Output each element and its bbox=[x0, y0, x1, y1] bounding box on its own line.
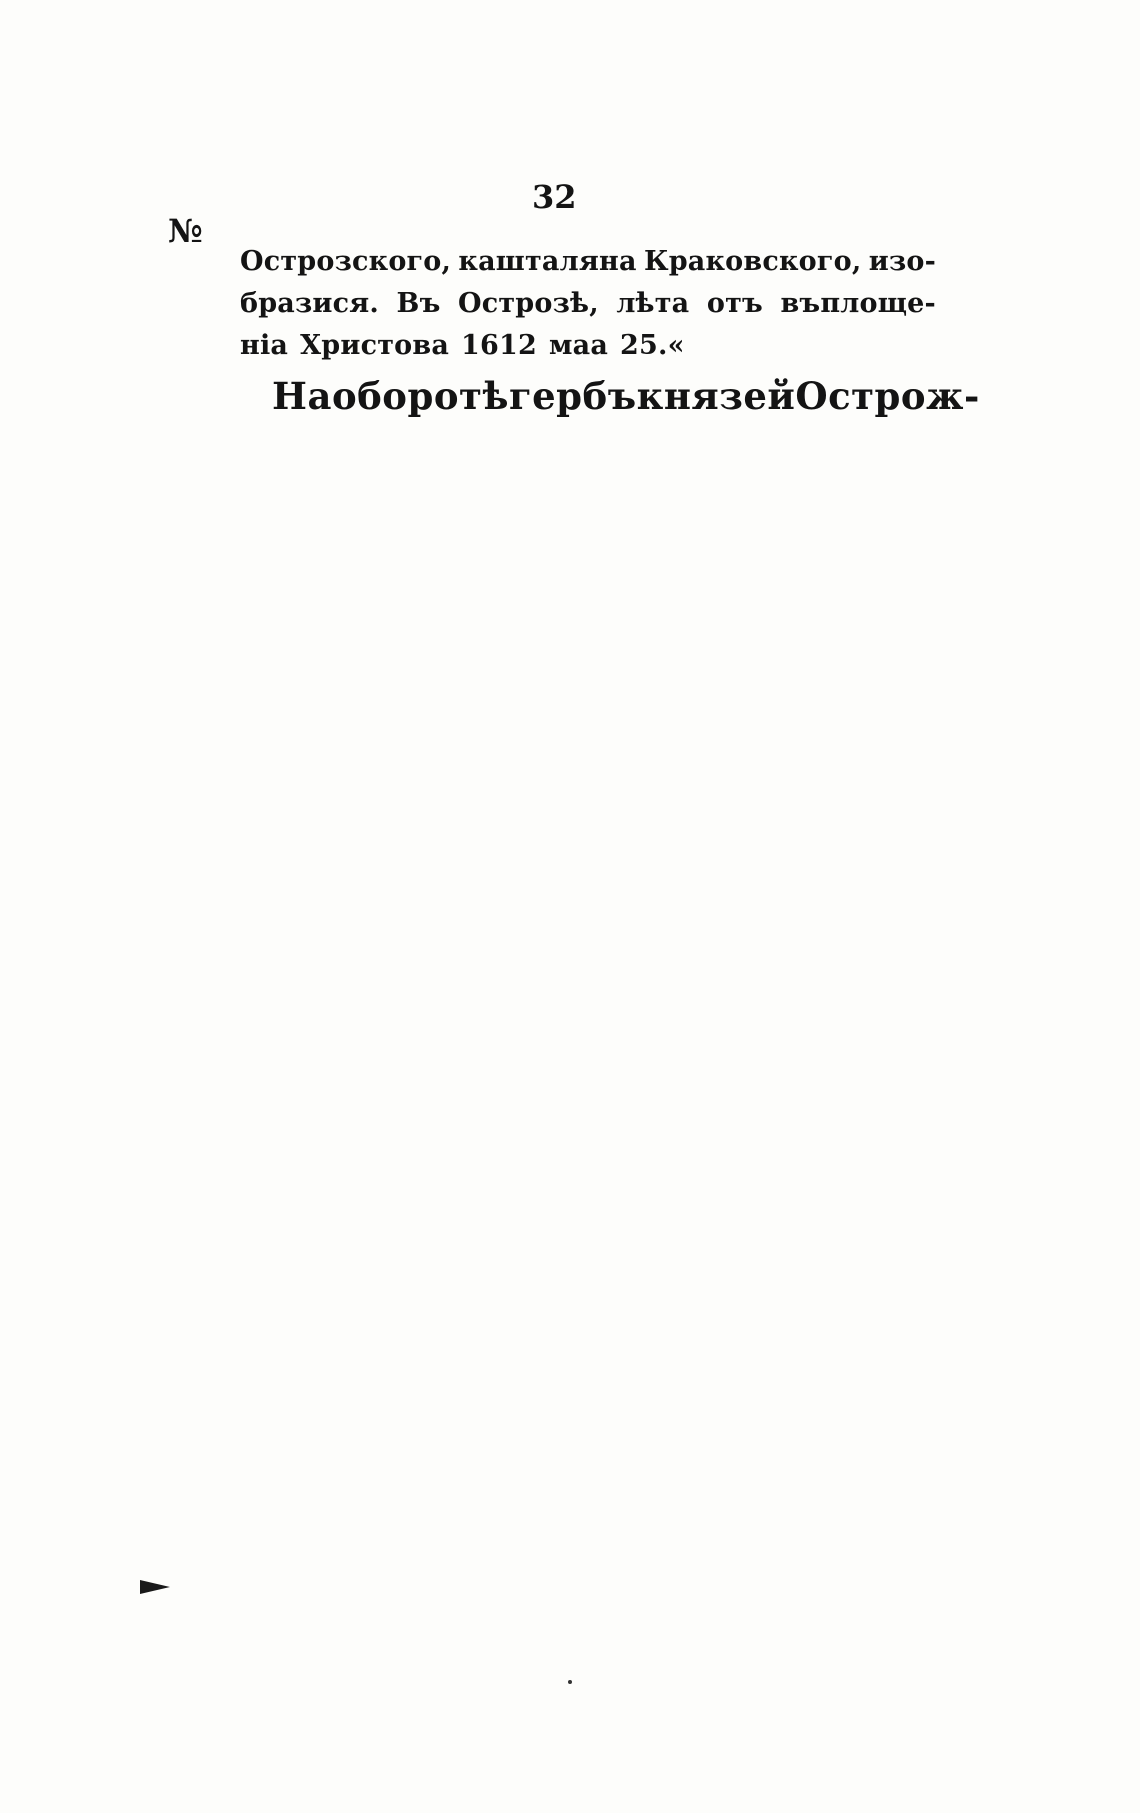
signature-mark: № bbox=[168, 212, 203, 250]
word: гербъ bbox=[508, 374, 637, 418]
word: въплоще- bbox=[780, 288, 936, 319]
word: бразися. bbox=[240, 288, 380, 319]
text-line bbox=[240, 248, 936, 275]
word: маа bbox=[548, 330, 609, 361]
page-number: 32 bbox=[532, 178, 577, 216]
word: кашталяна bbox=[458, 246, 637, 277]
word: На bbox=[272, 374, 332, 418]
word: Христова bbox=[300, 330, 450, 361]
word: лѣта bbox=[616, 288, 690, 319]
word: 1612 bbox=[461, 330, 537, 361]
word: Въ bbox=[396, 288, 441, 319]
stray-dot bbox=[568, 1680, 572, 1684]
word: князей bbox=[636, 374, 796, 418]
word: ніа bbox=[240, 330, 289, 361]
word: Краковского, bbox=[643, 246, 862, 277]
word: Острозского, bbox=[240, 246, 452, 277]
word: 25.« bbox=[620, 330, 685, 361]
text-line bbox=[240, 332, 936, 359]
text-line bbox=[240, 290, 936, 317]
word: оборотѣ bbox=[331, 374, 509, 418]
margin-arrow-icon bbox=[140, 1580, 170, 1594]
word: Острозѣ, bbox=[458, 288, 599, 319]
word: Острож- bbox=[795, 374, 980, 418]
word: изо- bbox=[868, 246, 936, 277]
text-line bbox=[272, 374, 980, 418]
word: отъ bbox=[706, 288, 763, 319]
